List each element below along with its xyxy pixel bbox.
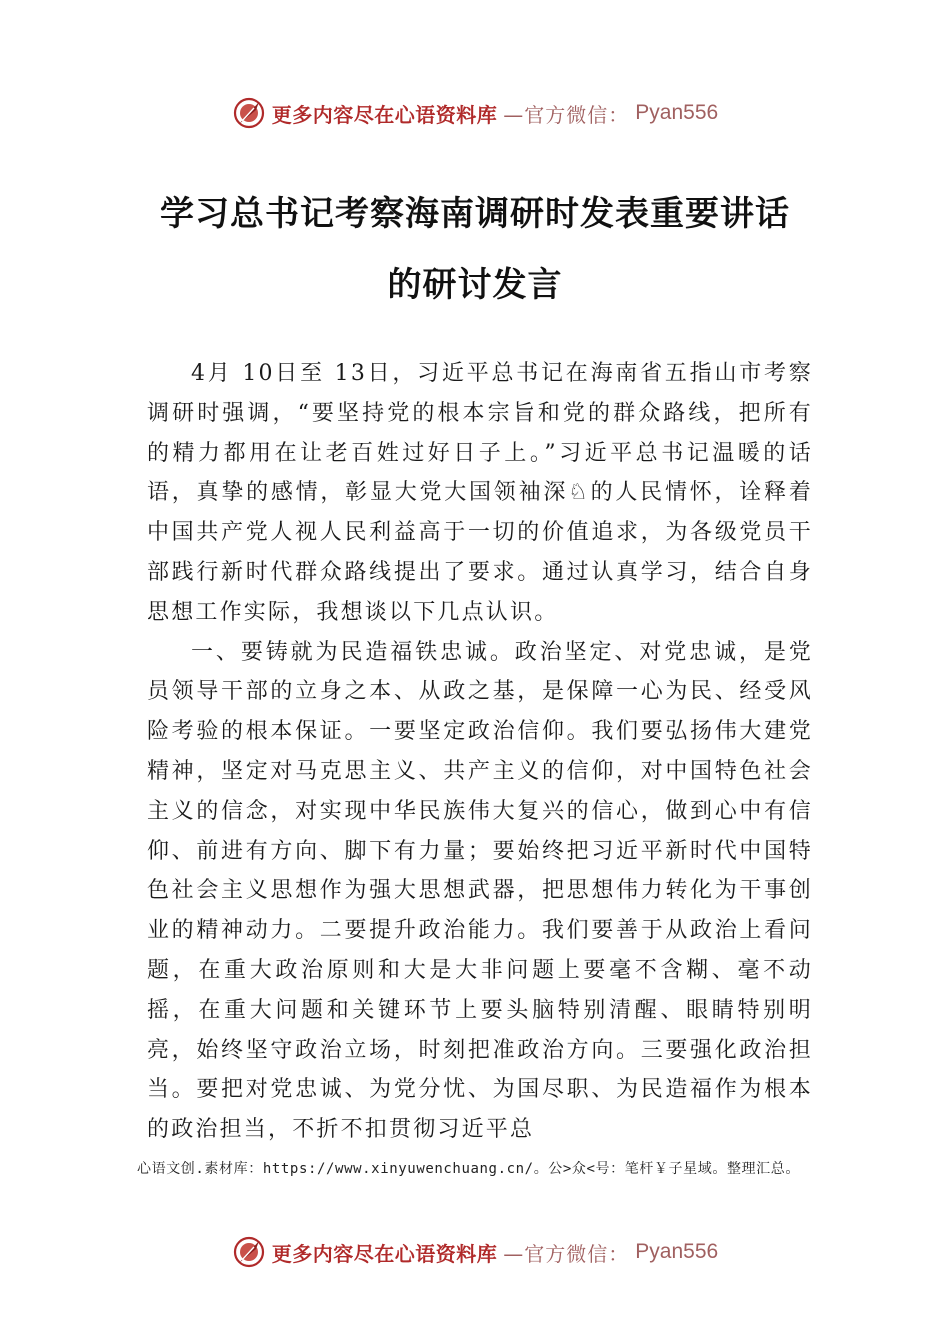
document-body xyxy=(147,354,813,1150)
document-title-line-1: 学习总书记考察海南调研时发表重要讲话 xyxy=(160,194,790,234)
header-banner xyxy=(0,93,950,133)
footnote-source: 心语文创.素材库：https://www.xinyuwenchuang.cn/。公>众<号：笔杆￥子星域。整理汇总。 xyxy=(137,1161,800,1177)
footer-banner xyxy=(0,1232,950,1272)
banner-wechat-id: Pyan556 xyxy=(635,1240,719,1263)
quill-seal-icon xyxy=(232,96,266,130)
banner-library-text: 更多内容尽在心语资料库 xyxy=(271,1241,498,1266)
body-paragraph-1: 4月 10日至 13日，习近平总书记在海南省五指山市考察调研时强调，“要坚持党的根本宗旨和党的群众路线，把所有的精力都用在让老百姓过好日子上。”习近平总书记温暖的话语，真挚的感情，彰显大党大国领袖深♘的人民情怀，诠释着中国共产党人视人民利益高于一切的价值追求，为各级党员干部践行新时代群众路线提出了要求。通过认真学习，结合自身思想工作实际，我想谈以下几点认识。 xyxy=(147,361,813,625)
banner-wechat-label: —官方微信： xyxy=(503,102,630,127)
quill-seal-icon xyxy=(232,1235,266,1269)
body-paragraph-2: 一、要铸就为民造福铁忠诚。政治坚定、对党忠诚，是党员领导干部的立身之本、从政之基，是保障一心为民、经受风险考验的根本保证。一要坚定政治信仰。我们要弘扬伟大建党精神，坚定对马克思主义、共产主义的信仰，对中国特色社会主义的信念，对实现中华民族伟大复兴的信心，做到心中有信仰、前进有方向、脚下有力量；要始终把习近平新时代中国特色社会主义思想作为强大思想武器，把思想伟力转化为干事创业的精神动力。二要提升政治能力。我们要善于从政治上看问题，在重大政治原则和大是大非问题上要毫不含糊、毫不动摇，在重大问题和关键环节上要头脑特别清醒、眼睛特别明亮，始终坚守政治立场，时刻把准政治方向。三要强化政治担当。要把对党忠诚、为党分忧、为国尽职、为民造福作为根本的政治担当，不折不扣贯彻习近平总 xyxy=(147,639,813,1143)
banner-library-text: 更多内容尽在心语资料库 xyxy=(271,102,498,127)
banner-wechat-label: —官方微信： xyxy=(503,1241,630,1266)
banner-wechat-id: Pyan556 xyxy=(635,101,719,124)
document-title-line-2: 的研讨发言 xyxy=(387,265,563,305)
